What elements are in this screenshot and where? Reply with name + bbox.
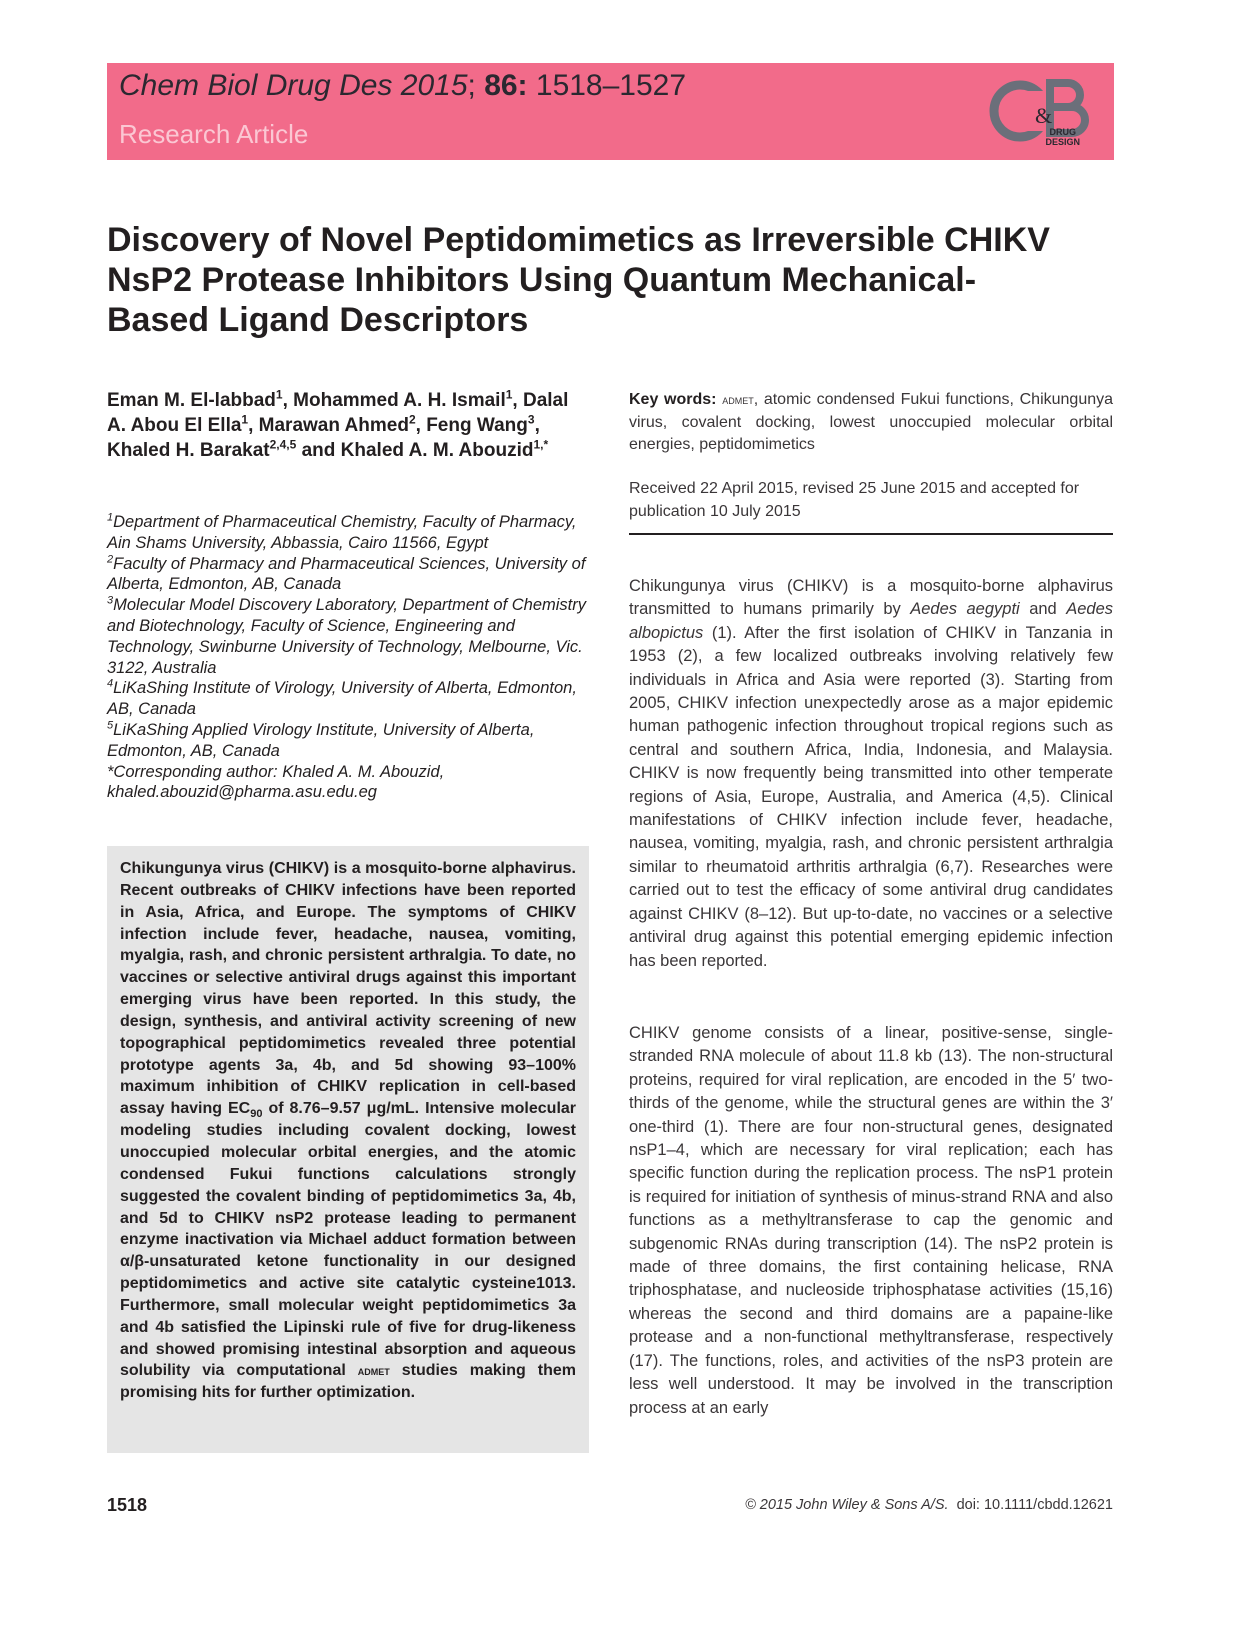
- affiliation-text: Faculty of Pharmacy and Pharmaceutical Sciences, University of Alberta, Edmonton, AB, Canada: [107, 554, 586, 594]
- journal-pages: 1518–1527: [527, 69, 687, 102]
- section-divider: [629, 533, 1113, 535]
- author-name: , Dalal A. Abou El Ella: [107, 390, 569, 436]
- abstract-text: [120, 858, 576, 1404]
- journal-volume: 86:: [484, 69, 528, 102]
- journal-header-band: [107, 63, 1114, 160]
- species-name: Aedes aegypti: [910, 600, 1020, 619]
- corresponding-email: khaled.abouzid@pharma.asu.edu.eg: [107, 783, 377, 802]
- species-name: Aedes albopictus: [629, 600, 1114, 642]
- keyword-admet: admet: [722, 392, 754, 407]
- affiliation-item: [107, 678, 587, 720]
- affiliation-item: [107, 720, 587, 762]
- article-title: Discovery of Novel Peptidomimetics as Irreversible CHIKV NsP2 Protease Inhibitors Using Quantum Mechanical-Based Ligand Descriptors: [107, 221, 1050, 339]
- author-affil-sup: 1: [241, 412, 249, 427]
- journal-name: Chem Biol Drug Des 2015: [119, 69, 468, 102]
- logo-subtext-line1: DRUG: [1049, 127, 1076, 137]
- logo-subtext: [1045, 127, 1080, 147]
- author-list: [107, 388, 587, 463]
- footer-copyright: [745, 1497, 1113, 1513]
- body-paragraph-1: [629, 575, 1113, 973]
- affiliation-text: LiKaShing Institute of Virology, University of Alberta, Edmonton, AB, Canada: [107, 679, 577, 719]
- article-type: Research Article: [119, 119, 309, 149]
- page-number: 1518: [107, 1495, 148, 1515]
- body-paragraph-2: CHIKV genome consists of a linear, positive-sense, single-stranded RNA molecule of about 11.8 kb (13). The non-structural proteins, required for viral replication, are encoded in the 5′ two-thirds of the genome, while the structural genes are within the 3′ one-third (1). There are four non-structural genes, designated nsP1–4, which are necessary for viral replication; each has specific function during the replication process. The nsP1 protein is required for initiation of synthesis of minus-strand RNA and also functions as a methyltransferase to cap the genomic and subgenomic RNAs during transcription (14). The nsP2 protein is made of three domains, the first containing helicase, RNA triphosphatase, and nucleoside triphosphatase activities (15,16) whereas the second and third domains are a papaine-like protease and a non-functional methyltransferase, respectively (17). The functions, roles, and activities of the nsP3 protein are less well understood. It may be involved in the transcription process at an early: [629, 1024, 1113, 1417]
- body-text-run: (1). After the first isolation of CHIKV in Tanzania in 1953 (2), a few localized outbreaks involving relatively few individuals in Africa and Asia were reported (3). Starting from 2005, CHIKV infection unexpectedly arose as a major epidemic human pathogenic infection throughout tropical regions such as central and southern Africa, India, Indonesia, and Malaysia. CHIKV is now frequently being transmitted into other temperate regions of Asia, Europe, Australia, and America (4,5). Clinical manifestations of CHIKV infection include fever, headache, nausea, vomiting, myalgia, rash, and chronic persistent arthralgia similar to rheumatoid arthritis arthralgia (6,7). Researches were carried out to test the efficacy of some antiviral drug candidates against CHIKV (8–12). But up-to-date, no vaccines or a selective antiviral drug against this potential emerging epidemic infection has been reported.: [629, 623, 1113, 970]
- affiliation-list: [107, 512, 587, 803]
- affiliation-item: [107, 554, 587, 596]
- affiliation-sup: 1: [107, 511, 114, 524]
- affiliation-text: Molecular Model Discovery Laboratory, Department of Chemistry and Biotechnology, Faculty of Science, Engineering and Technology, Swinburne University of Technology, Melbourne, Vic. 3122, Australia: [107, 596, 586, 677]
- author-name: , Feng Wang: [415, 415, 528, 436]
- journal-separator: ;: [467, 69, 485, 102]
- doi-text: doi: 10.1111/cbdd.12621: [948, 1497, 1113, 1513]
- body-text-run: Chikungunya virus (CHIKV) is a mosquito-borne alphavirus transmitted to humans primarily by: [629, 577, 1113, 619]
- author-name: , Mohammed A. H. Ismail: [282, 390, 506, 411]
- affiliation-item: [107, 512, 587, 554]
- keywords: [629, 389, 1113, 457]
- author-affil-sup: 3: [527, 412, 535, 427]
- abstract-subscript: 90: [250, 1108, 263, 1121]
- affiliation-item: [107, 595, 587, 678]
- received-dates: Received 22 April 2015, revised 25 June 2015 and accepted for publication 10 July 2015: [629, 480, 1080, 520]
- corresponding-author: *Corresponding author: Khaled A. M. Abouzid,: [107, 762, 445, 781]
- author-name: , Khaled H. Barakat: [107, 415, 540, 461]
- abstract-admet: admet: [357, 1363, 390, 1379]
- keywords-text: , atomic condensed Fukui functions, Chikungunya virus, covalent docking, lowest unoccupied molecular orbital energies, peptidomimetics: [629, 391, 1114, 453]
- author-name: , Marawan Ahmed: [248, 415, 409, 436]
- logo-ampersand: &: [1035, 103, 1053, 128]
- abstract-part: of 8.76–9.57 μg/mL. Intensive molecular modeling studies including covalent docking, lowest unoccupied molecular orbital energies, and the atomic condensed Fukui functions calculations strongly suggested the covalent binding of peptidomimetics 3a, 4b, and 5d to CHIKV nsP2 protease leading to permanent enzyme inactivation via Michael adduct formation between α/β-unsaturated ketone functionality in our designed peptidomimetics and active site catalytic cysteine1013. Furthermore, small molecular weight peptidomimetics 3a and 4b satisfied the Lipinski rule of five for drug-likeness and showed promising intestinal absorption and aqueous solubility via computational: [120, 1100, 577, 1380]
- affiliation-sup: 3: [107, 594, 114, 607]
- affiliation-sup: 2: [107, 553, 114, 566]
- journal-logo: [988, 71, 1098, 151]
- affiliation-sup: 4: [107, 677, 114, 690]
- author-affil-sup: 1: [275, 387, 283, 402]
- affiliation-sup: 5: [107, 719, 114, 732]
- logo-subtext-line2: DESIGN: [1045, 137, 1080, 147]
- author-affil-sup: 2: [408, 412, 416, 427]
- body-text-run: and: [1019, 600, 1067, 619]
- abstract-part: Chikungunya virus (CHIKV) is a mosquito-borne alphavirus. Recent outbreaks of CHIKV infections have been reported in Asia, Africa, and Europe. The symptoms of CHIKV infection include fever, headache, nausea, vomiting, myalgia, rash, and chronic persistent arthralgia. To date, no vaccines or selective antiviral drugs against this important emerging virus have been reported. In this study, the design, synthesis, and antiviral activity screening of new topographical peptidomimetics revealed three potential prototype agents 3a, 4b, and 5d showing 93–100% maximum inhibition of CHIKV replication in cell-based assay having EC: [120, 860, 576, 1118]
- author-name: Eman M. El-labbad: [107, 390, 276, 411]
- affiliation-text: LiKaShing Applied Virology Institute, University of Alberta, Edmonton, AB, Canada: [107, 720, 535, 760]
- author-name: and Khaled A. M. Abouzid: [296, 440, 534, 461]
- author-affil-sup: 2,4,5: [269, 437, 297, 452]
- keywords-label: Key words:: [629, 391, 717, 408]
- abstract-part: studies making them promising hits for further optimization.: [120, 1362, 577, 1402]
- copyright-text: © 2015 John Wiley & Sons A/S.: [745, 1497, 949, 1513]
- affiliation-text: Department of Pharmaceutical Chemistry, Faculty of Pharmacy, Ain Shams University, Abbassia, Cairo 11566, Egypt: [107, 513, 577, 552]
- abstract-box: [107, 846, 589, 1453]
- journal-citation: [119, 69, 686, 103]
- author-affil-sup: 1: [505, 387, 513, 402]
- author-affil-sup: 1,*: [533, 437, 549, 452]
